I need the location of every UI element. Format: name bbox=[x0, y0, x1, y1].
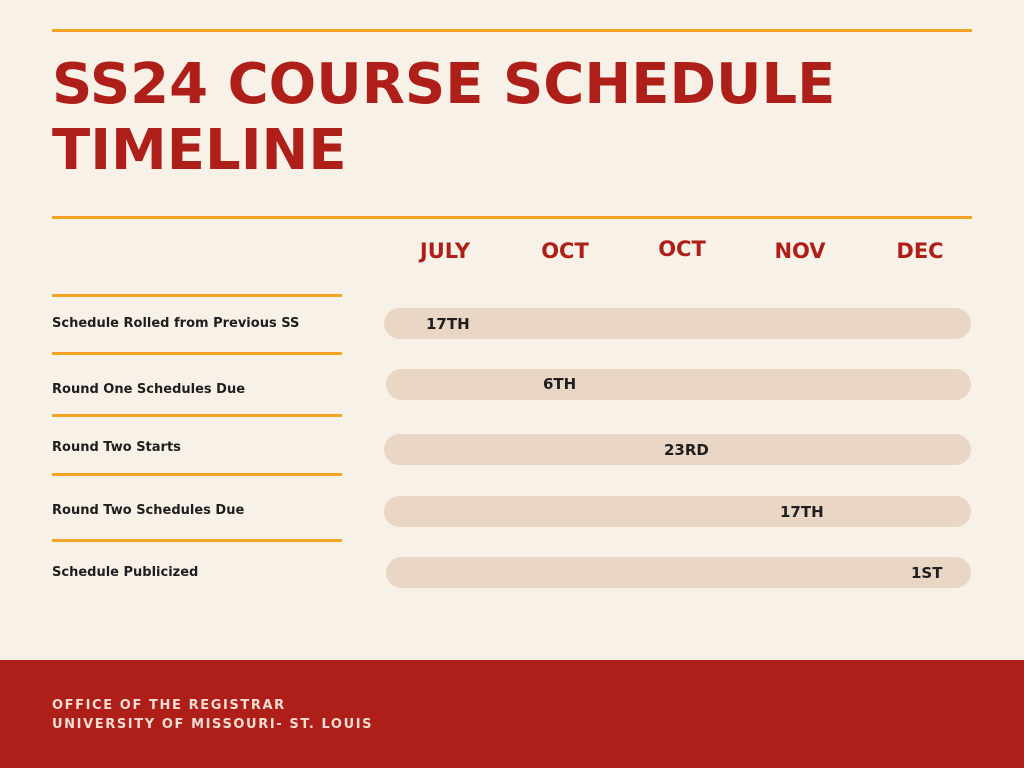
month-header-oct-2: OCT bbox=[658, 237, 706, 261]
milestone-date-schedule-rolled: 17TH bbox=[426, 315, 470, 333]
milestone-label-schedule-rolled: Schedule Rolled from Previous SS bbox=[52, 316, 300, 331]
page-title bbox=[52, 52, 835, 184]
milestone-label-schedule-publicized: Schedule Publicized bbox=[52, 565, 199, 580]
milestone-date-round-one-due: 6TH bbox=[543, 375, 577, 393]
footer-university: UNIVERSITY OF MISSOURI- ST. LOUIS bbox=[52, 717, 374, 732]
milestone-label-round-two-due: Round Two Schedules Due bbox=[52, 503, 245, 518]
milestone-label-round-one-due: Round One Schedules Due bbox=[52, 382, 246, 397]
footer-office: OFFICE OF THE REGISTRAR bbox=[52, 698, 286, 713]
row-divider bbox=[52, 414, 342, 417]
timeline-bar bbox=[386, 369, 971, 400]
title-line-2: TIMELINE bbox=[52, 118, 347, 183]
top-divider bbox=[52, 29, 972, 32]
milestone-date-round-two-starts: 23RD bbox=[664, 441, 709, 459]
timeline-bar bbox=[386, 557, 971, 588]
milestone-date-round-two-due: 17TH bbox=[780, 503, 824, 521]
timeline-bar bbox=[384, 308, 971, 339]
row-divider bbox=[52, 352, 342, 355]
row-divider bbox=[52, 294, 342, 297]
milestone-label-round-two-starts: Round Two Starts bbox=[52, 440, 181, 455]
month-header-dec: DEC bbox=[896, 239, 944, 263]
row-divider bbox=[52, 539, 342, 542]
month-header-oct-1: OCT bbox=[541, 239, 589, 263]
footer-band bbox=[0, 660, 1024, 768]
milestone-date-schedule-publicized: 1ST bbox=[911, 564, 943, 582]
month-header-nov: NOV bbox=[774, 239, 826, 263]
timeline-bar bbox=[384, 496, 971, 527]
title-line-1: SS24 COURSE SCHEDULE bbox=[52, 52, 836, 117]
header-divider bbox=[52, 216, 972, 219]
month-header-july: JULY bbox=[419, 239, 471, 263]
row-divider bbox=[52, 473, 342, 476]
